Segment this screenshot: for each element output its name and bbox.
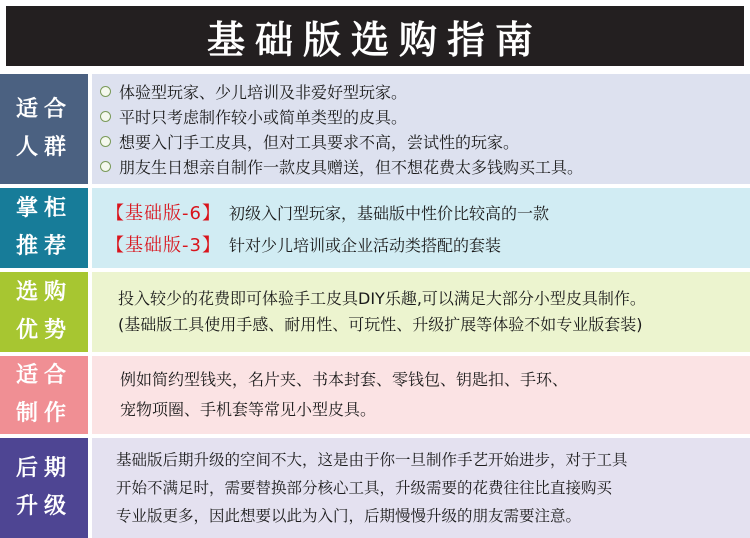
- circle-bullet-icon: [100, 161, 111, 172]
- paragraph-line: (基础版工具使用手感、耐用性、可玩性、升级扩展等体验不如专业版套装): [118, 315, 643, 334]
- section-label-line: 制作: [15, 401, 72, 426]
- section-upgrade: [0, 438, 750, 538]
- recommendation-text: 针对少儿培训或企业活动类搭配的套装: [228, 235, 501, 255]
- circle-bullet-icon: [100, 86, 111, 97]
- section-content: [92, 188, 750, 268]
- section-content: [92, 74, 750, 184]
- list-item: [100, 104, 750, 129]
- title-bar: [0, 0, 750, 72]
- section-recommendations: [0, 188, 750, 268]
- paragraph-line: 投入较少的花费即可体验手工皮具DIY乐趣,可以满足大部分小型皮具制作。: [118, 289, 646, 308]
- section-content: [92, 356, 750, 434]
- list-item-text: 朋友生日想亲自制作一款皮具赠送，但不想花费太多钱购买工具。: [119, 158, 584, 177]
- list-item-text: 想要入门手工皮具，但对工具要求不高，尝试性的玩家。: [119, 133, 520, 152]
- paragraph-line: 开始不满足时，需要替换部分核心工具，升级需要的花费往往比直接购买: [116, 479, 613, 497]
- product-tag: 【基础版-6】: [106, 203, 221, 224]
- section-label-line: 选购: [15, 280, 72, 305]
- section-label: [0, 356, 88, 434]
- section-label-line: 人群: [15, 135, 72, 160]
- paragraph-line: 例如简约型钱夹，名片夹、书本封套、零钱包、钥匙扣、手环、: [120, 370, 569, 389]
- section-label-line: 推荐: [15, 234, 72, 259]
- paragraph-line: 基础版后期升级的空间不大，这是由于你一旦制作手艺开始进步，对于工具: [116, 451, 628, 469]
- section-label-line: 升级: [15, 494, 72, 519]
- section-label: [0, 74, 88, 184]
- section-label-line: 后期: [15, 456, 72, 481]
- title-banner: [6, 6, 744, 66]
- product-tag: 【基础版-3】: [106, 235, 221, 256]
- list-item: [100, 129, 750, 154]
- section-label: [0, 272, 88, 352]
- list-item-text: 平时只考虑制作较小或简单类型的皮具。: [119, 108, 408, 127]
- section-label: [0, 438, 88, 538]
- section-content: [92, 438, 750, 538]
- paragraph-line: 专业版更多，因此想要以此为入门，后期慢慢升级的朋友需要注意。: [116, 507, 582, 525]
- section-content: [92, 272, 750, 352]
- section-label: [0, 188, 88, 268]
- section-label-line: 适合: [15, 97, 72, 122]
- section-label-line: 优势: [15, 318, 72, 343]
- section-suitable-items: [0, 356, 750, 434]
- circle-bullet-icon: [100, 136, 111, 147]
- recommendation-text: 初级入门型玩家，基础版中性价比较高的一款: [228, 203, 549, 223]
- recommendation-item: [106, 228, 750, 260]
- section-advantages: [0, 272, 750, 352]
- section-label-line: 掌柜: [15, 196, 72, 221]
- page-title: 基础版选购指南: [206, 17, 543, 62]
- section-target-audience: [0, 74, 750, 184]
- circle-bullet-icon: [100, 111, 111, 122]
- section-label-line: 适合: [15, 363, 72, 388]
- paragraph-line: 宠物项圈、手机套等常见小型皮具。: [120, 400, 377, 419]
- list-item: [100, 154, 750, 179]
- recommendation-item: [106, 196, 750, 228]
- list-item-text: 体验型玩家、少儿培训及非爱好型玩家。: [119, 83, 408, 102]
- list-item: [100, 79, 750, 104]
